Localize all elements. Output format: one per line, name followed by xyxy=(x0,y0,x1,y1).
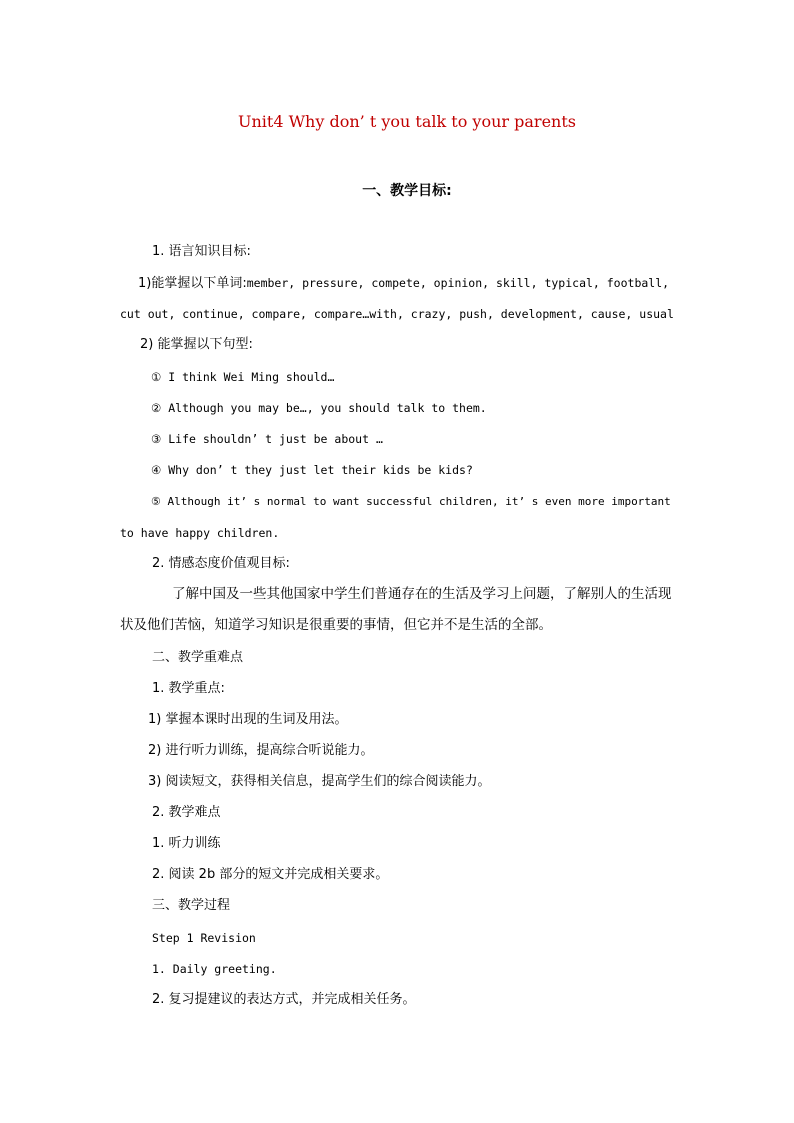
key-point-1: 1) 掌握本课时出现的生词及用法。 xyxy=(148,712,348,727)
difficult-point-1: 1. 听力训练 xyxy=(152,836,221,851)
key-points-label: 1. 教学重点: xyxy=(152,681,225,696)
difficult-point-2: 2. 阅读 2b 部分的短文并完成相关要求。 xyxy=(152,867,389,882)
section-heading-objectives: 一、教学目标: xyxy=(362,183,452,199)
vocab-words-1: member, pressure, compete, opinion, skill, typical, football, xyxy=(246,276,670,290)
emotion-goal-text: 了解中国及一些其他国家中学生们普通存在的生活及学习上问题，了解别人的生活现状及他们苦恼，知道学习知识是很重要的事情，但它并不是生活的全部。 xyxy=(120,586,672,633)
language-goal-label: 1. 语言知识目标: xyxy=(152,244,251,259)
vocab-label: 1)能掌握以下单词: xyxy=(138,276,247,291)
section-heading-process: 三、教学过程 xyxy=(152,898,231,913)
sentence-pattern-5: ⑤ Although it’ s normal to want successful children, it’ s even more important xyxy=(151,495,671,508)
sentence-pattern-1: ① I think Wei Ming should… xyxy=(151,370,335,384)
sentence-pattern-3: ③ Life shouldn’ t just be about … xyxy=(151,432,383,446)
key-point-3: 3) 阅读短文，获得相关信息，提高学生们的综合阅读能力。 xyxy=(148,774,491,789)
step-1-item-2: 2. 复习提建议的表达方式，并完成相关任务。 xyxy=(152,992,416,1007)
step-1-heading: Step 1 Revision xyxy=(152,931,256,945)
vocab-words-2: cut out, continue, compare, compare…with, crazy, push, development, cause, usual xyxy=(120,307,674,321)
sentence-patterns-label: 2) 能掌握以下句型: xyxy=(140,337,253,352)
section-heading-key-points: 二、教学重难点 xyxy=(152,650,244,665)
difficult-points-label: 2. 教学难点 xyxy=(152,805,221,820)
key-point-2: 2) 进行听力训练，提高综合听说能力。 xyxy=(148,743,374,758)
sentence-pattern-2: ② Although you may be…, you should talk to them. xyxy=(151,401,487,415)
sentence-pattern-4: ④ Why don’ t they just let their kids be kids? xyxy=(151,463,473,477)
step-1-item-1: 1. Daily greeting. xyxy=(152,962,277,976)
sentence-pattern-5-continued: to have happy children. xyxy=(120,526,280,540)
document-title: Unit4 Why don’ t you talk to your parents xyxy=(238,112,576,131)
emotion-goal-label: 2. 情感态度价值观目标: xyxy=(152,556,290,571)
vocab-line-1 xyxy=(138,274,669,293)
